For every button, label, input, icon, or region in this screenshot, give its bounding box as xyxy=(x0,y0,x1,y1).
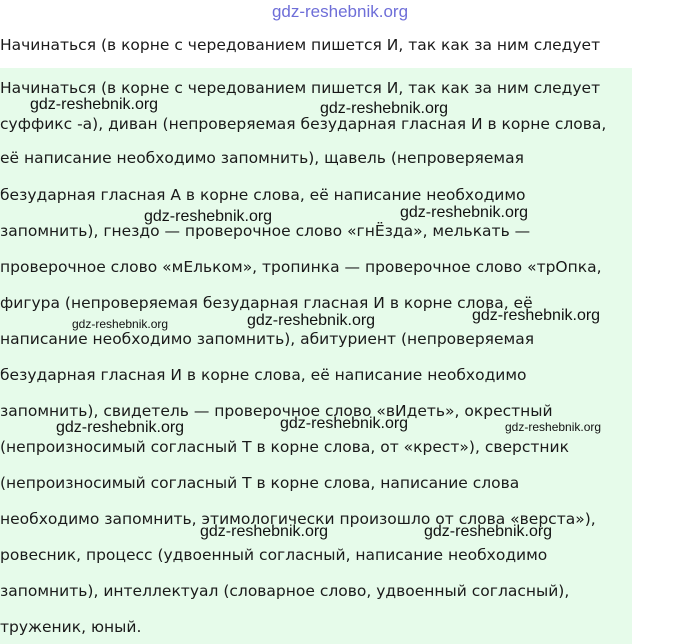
answer-line: фигура (непроверяемая безударная гласная И в корне слова, её xyxy=(0,294,533,312)
exercise-heading: Начинаться (в корне с чередованием пишется И, так как за ним следует xyxy=(0,36,601,54)
answer-line: безударная гласная А в корне слова, её написание необходимо xyxy=(0,186,526,204)
site-header xyxy=(0,0,680,28)
watermark: gdz-reshebnik.org xyxy=(472,307,601,324)
answer-line: (непроизносимый согласный Т в корне слова, написание слова xyxy=(0,474,520,492)
watermark: gdz-reshebnik.org xyxy=(56,419,185,436)
answer-line: ровесник, процесс (удвоенный согласный, написание необходимо xyxy=(0,546,548,564)
watermark: gdz-reshebnik.org xyxy=(505,420,602,434)
answer-line: её написание необходимо запомнить), щавель (непроверяемая xyxy=(0,149,524,167)
site-link[interactable]: gdz-reshebnik.org xyxy=(271,2,409,21)
answer-line: запомнить), свидетель — проверочное слово «вИдеть», окрестный xyxy=(0,402,553,420)
answer-line: необходимо запомнить, этимологически произошло от слова «верста»), xyxy=(0,510,596,528)
answer-line: написание необходимо запомнить), абитуриент (непроверяемая xyxy=(0,330,535,348)
answer-line: суффикс -а), диван (непроверяемая безударная гласная И в корне слова, xyxy=(0,115,607,133)
watermark: gdz-reshebnik.org xyxy=(400,204,529,221)
answer-line: запомнить), интеллектуал (словарное слово, удвоенный согласный), xyxy=(0,582,570,600)
answer-line: проверочное слово «мЕльком», тропинка — проверочное слово «трОпка, xyxy=(0,258,602,276)
watermark: gdz-reshebnik.org xyxy=(144,208,273,225)
answer-line: безударная гласная И в корне слова, её написание необходимо xyxy=(0,366,527,384)
answer-block xyxy=(0,68,632,644)
answer-line: труженик, юный. xyxy=(0,618,142,636)
answer-line: (непроизносимый согласный Т в корне слова, от «крест»), сверстник xyxy=(0,438,569,456)
watermark: gdz-reshebnik.org xyxy=(280,415,409,432)
answer-line: запомнить), гнездо — проверочное слово «гнЁзда», мелькать — xyxy=(0,222,531,240)
watermark: gdz-reshebnik.org xyxy=(200,523,329,540)
watermark: gdz-reshebnik.org xyxy=(247,312,376,329)
watermark: gdz-reshebnik.org xyxy=(424,523,553,540)
answer-line: Начинаться (в корне с чередованием пишется И, так как за ним следует xyxy=(0,79,601,97)
watermark: gdz-reshebnik.org xyxy=(30,96,159,113)
watermark: gdz-reshebnik.org xyxy=(72,317,169,331)
watermark: gdz-reshebnik.org xyxy=(320,100,449,117)
